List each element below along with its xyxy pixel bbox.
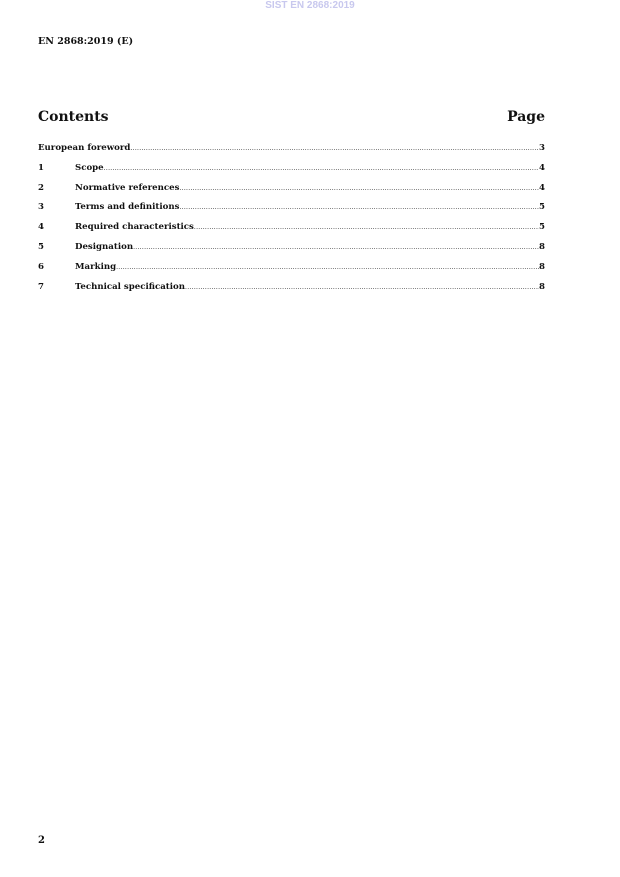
dot-leader <box>179 204 539 211</box>
toc-number: 3 <box>38 202 44 213</box>
toc-number: 5 <box>38 241 44 252</box>
toc-page: 8 <box>539 241 545 252</box>
toc-entry[interactable] <box>38 222 545 242</box>
toc-entry-foreword[interactable] <box>38 143 545 163</box>
toc-page: 3 <box>539 143 545 153</box>
toc-label: Scope <box>75 162 104 173</box>
toc-page: 4 <box>539 182 545 193</box>
toc-label: Required characteristics <box>75 222 194 233</box>
dot-leader <box>133 244 539 251</box>
toc-entry[interactable] <box>38 242 545 262</box>
toc-number: 2 <box>38 182 44 193</box>
toc-entry[interactable] <box>38 183 545 203</box>
watermark: SIST EN 2868:2019 <box>265 0 355 11</box>
toc-label: Technical specification <box>75 281 186 292</box>
document-header: EN 2868:2019 (E) <box>38 36 134 47</box>
toc-entry[interactable] <box>38 262 545 282</box>
toc-label: Terms and definitions <box>75 202 180 213</box>
toc-number: 1 <box>38 162 44 173</box>
dot-leader <box>130 145 539 152</box>
dot-leader <box>185 284 539 291</box>
toc-entry[interactable] <box>38 202 545 222</box>
toc-number: 4 <box>38 222 44 233</box>
dot-leader <box>104 165 539 172</box>
toc-entry[interactable] <box>38 282 545 302</box>
dot-leader <box>179 185 539 192</box>
page-number: 2 <box>38 835 45 846</box>
table-of-contents <box>38 143 545 301</box>
toc-label: Marking <box>75 261 117 272</box>
toc-page: 5 <box>539 202 545 213</box>
toc-number: 7 <box>38 281 44 292</box>
toc-page: 4 <box>539 162 545 173</box>
page-column-heading: Page <box>507 109 545 125</box>
dot-leader <box>116 264 539 271</box>
toc-label: European foreword <box>38 143 131 153</box>
toc-label: Designation <box>75 241 134 252</box>
toc-page: 8 <box>539 261 545 272</box>
toc-page: 8 <box>539 281 545 292</box>
dot-leader <box>194 224 539 231</box>
toc-number: 6 <box>38 261 44 272</box>
toc-entry[interactable] <box>38 163 545 183</box>
toc-page: 5 <box>539 222 545 233</box>
contents-heading: Contents <box>38 109 109 125</box>
toc-label: Normative references <box>75 182 180 193</box>
